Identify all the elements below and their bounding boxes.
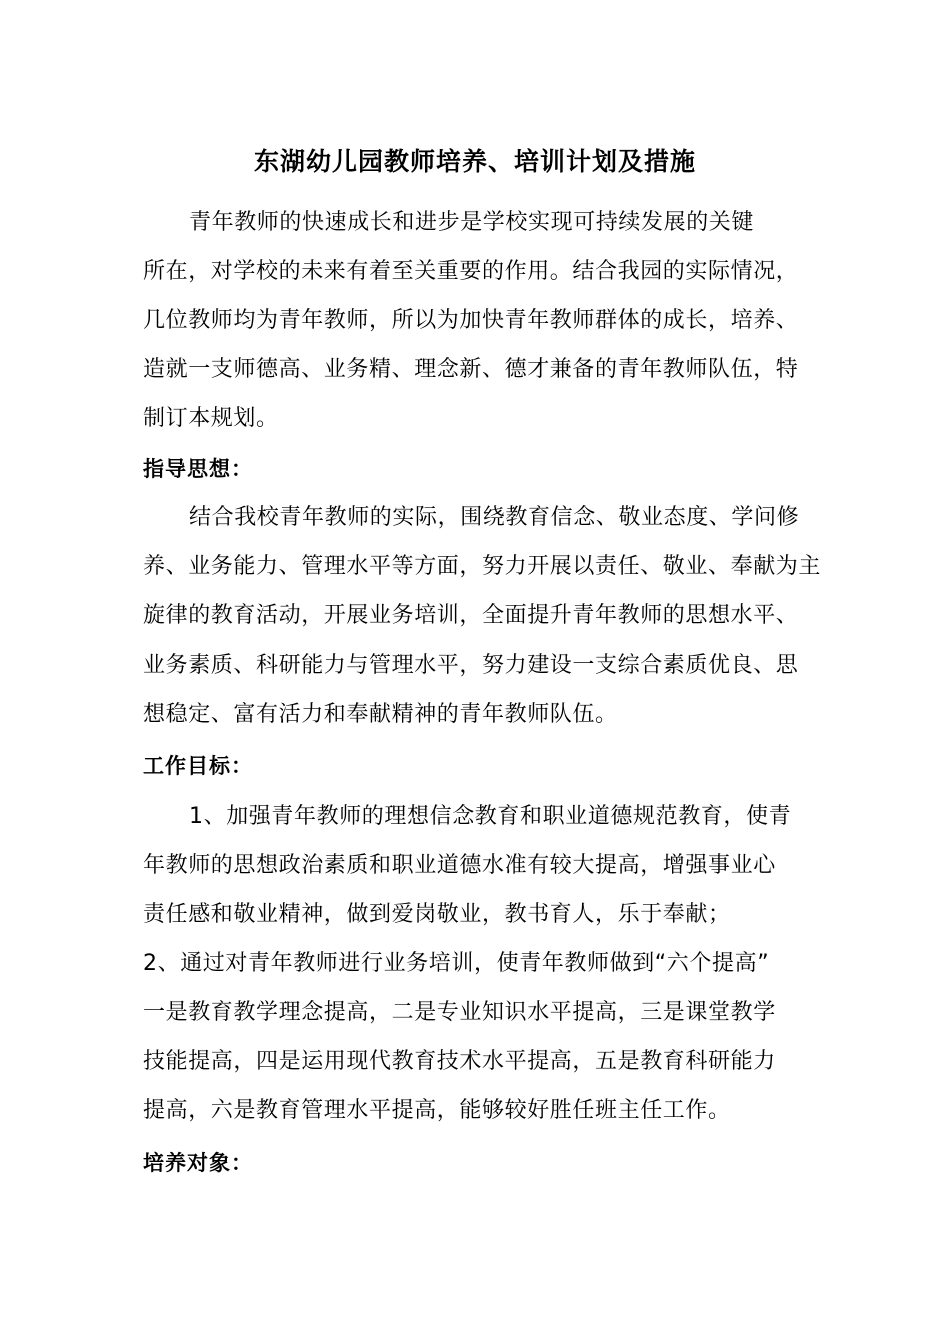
goals-line-5: 一是教育教学理念提高，二是专业知识水平提高，三是课堂教学 bbox=[143, 1000, 776, 1025]
targets-heading: 培养对象： bbox=[143, 1151, 253, 1175]
intro-line-4: 造就一支师德高、业务精、理念新、德才兼备的青年教师队伍，特 bbox=[143, 357, 799, 382]
guiding-line-3: 旋律的教育活动，开展业务培训，全面提升青年教师的思想水平、 bbox=[143, 603, 799, 628]
document-title: 东湖幼儿园教师培养、培训计划及措施 bbox=[253, 147, 696, 176]
goals-heading: 工作目标： bbox=[143, 754, 253, 778]
guiding-line-2: 养、业务能力、管理水平等方面，努力开展以责任、敬业、奉献为主 bbox=[143, 554, 822, 579]
goals-line-2: 年教师的思想政治素质和职业道德水准有较大提高，增强事业心 bbox=[143, 853, 776, 878]
intro-line-2: 所在，对学校的未来有着至关重要的作用。结合我园的实际情况， bbox=[143, 259, 799, 284]
guiding-line-1: 结合我校青年教师的实际，围绕教育信念、敬业态度、学问修 bbox=[189, 505, 800, 530]
intro-line-1: 青年教师的快速成长和进步是学校实现可持续发展的关键 bbox=[189, 210, 755, 235]
intro-line-3: 几位教师均为青年教师，所以为加快青年教师群体的成长，培养、 bbox=[143, 308, 799, 333]
goals-line-4: 2、通过对青年教师进行业务培训，使青年教师做到“六个提高” bbox=[143, 951, 770, 976]
guiding-line-4: 业务素质、科研能力与管理水平，努力建设一支综合素质优良、思 bbox=[143, 653, 799, 678]
goals-line-7: 提高，六是教育管理水平提高，能够较好胜任班主任工作。 bbox=[143, 1098, 731, 1123]
goals-line-1: 1、加强青年教师的理想信念教育和职业道德规范教育，使青 bbox=[189, 804, 792, 829]
guiding-line-5: 想稳定、富有活力和奉献精神的青年教师队伍。 bbox=[143, 702, 618, 727]
guiding-heading: 指导思想： bbox=[143, 457, 253, 481]
intro-line-5: 制订本规划。 bbox=[143, 406, 279, 431]
goals-line-3: 责任感和敬业精神，做到爱岗敬业，教书育人，乐于奉献； bbox=[143, 902, 731, 927]
goals-line-6: 技能提高，四是运用现代教育技术水平提高，五是教育科研能力 bbox=[143, 1049, 776, 1074]
